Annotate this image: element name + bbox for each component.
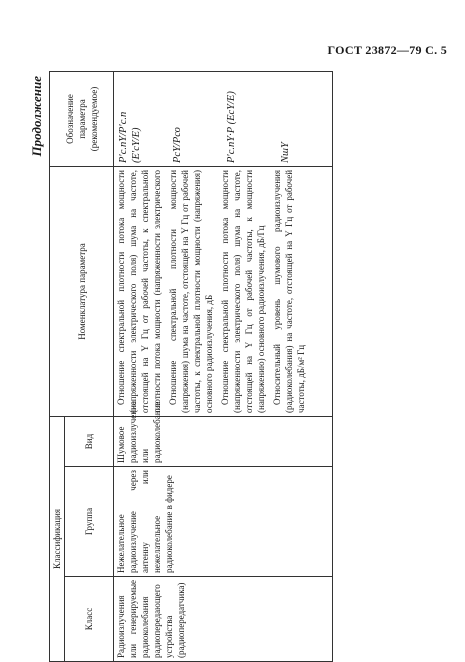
rotated-table-page xyxy=(29,72,389,662)
page-header: ГОСТ 23872—79 С. 5 xyxy=(327,43,447,57)
nomenclature-header: Номенклатура параметра xyxy=(50,166,114,416)
designation-item: P′с.пY/P′с.п (E′сY/E) xyxy=(118,111,142,163)
designation-cell xyxy=(114,71,333,166)
designation-item: PсY/Pсо xyxy=(172,127,183,163)
group-header: Группа xyxy=(65,467,114,577)
designation-header: Обозначение параметра (рекомендуемое) xyxy=(50,71,114,166)
nomenclature-cell xyxy=(114,166,333,416)
class-header: Класс xyxy=(65,577,114,662)
kind-cell: Шумовое радиоизлучение или радиоколебание xyxy=(114,416,333,466)
group-cell: Нежелательное радиоизлучение через антенну или нежелательное радиоколебание в фидере xyxy=(114,467,333,577)
nomenclature-item: Относительный уровень шумового радиоизлучения (радиоколебания) на частоте, отстоящей на Y Гц от рабочей частоты, дБ/м² Гц xyxy=(272,169,306,413)
kind-header: Вид xyxy=(65,416,114,466)
nomenclature-item: Отношение спектральной плотности мощности (напряжения) шума на частоте, отстоящей на Y Гц от рабочей частоты, к спектральной плотности мощности (напряжения) основного радиоизлучения, дБ xyxy=(168,169,214,413)
classification-header: Классификация xyxy=(50,416,65,661)
continuation-label: Продолжение xyxy=(29,76,44,157)
nomenclature-item: Отношение спектральной плотности потока мощности (напряженности электрического поля) шума на частоте, отстоящей на Y Гц от рабочей частоты, к спектральной плотности потока мощности (напряженности электрического xyxy=(116,169,162,413)
table-header-row-1 xyxy=(50,71,65,661)
table-row xyxy=(114,71,333,661)
nomenclature-item: Отношение спектральной плотности потока мощности (напряженности электрического поля) шума на частоте, отстоящей на Y Гц от рабочей частоты, к мощности (напряжению) основного радиоизлучения, дБ/Гц xyxy=(220,169,266,413)
designation-item: P′с.пY·P (EсY/E) xyxy=(226,91,237,163)
designation-item: NшY xyxy=(280,142,291,163)
class-cell: Радиоизлучения или генерируемые радиоколебания радиопередающего устройства (радиопередатчика) xyxy=(114,577,333,662)
classification-table xyxy=(49,71,333,662)
